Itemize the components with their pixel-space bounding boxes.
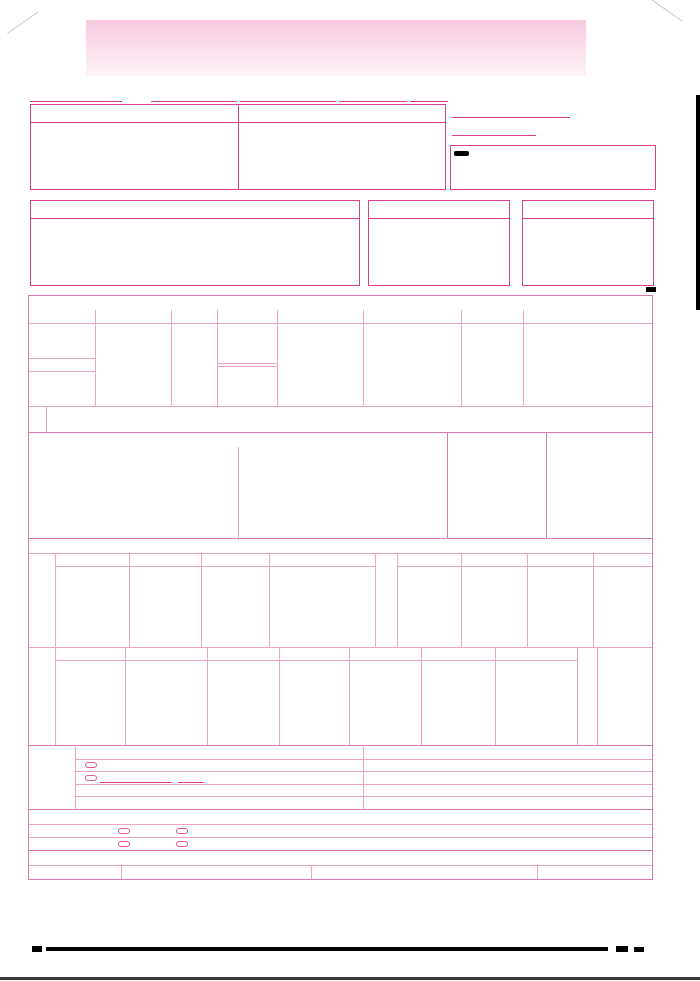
- poison-type-header: [363, 746, 652, 759]
- col-blood-type: [171, 310, 217, 406]
- gender-options: [29, 372, 95, 406]
- marriage-header: [278, 310, 363, 324]
- smoking-status-header: [398, 554, 461, 567]
- group-input-line[interactable]: [339, 91, 407, 102]
- drink-quit-age-header: [350, 648, 421, 661]
- col-drink-quit: [279, 648, 349, 745]
- drink-quit-age-options: [350, 661, 421, 745]
- col-exercise-duration: [129, 554, 201, 647]
- drug-allergy-options: [462, 324, 523, 406]
- section2-title: [29, 433, 447, 447]
- exercise-smoking-row: [29, 553, 652, 647]
- main-form: [28, 295, 653, 880]
- smoking-quit-age-header: [594, 554, 652, 567]
- section-family-genetic-disability: [29, 432, 652, 538]
- col-smoking-quit-age: [593, 554, 652, 647]
- nrcms-grid: [369, 219, 509, 285]
- exercise-frequency-options: [56, 567, 129, 647]
- exercise-duration-options: [130, 567, 201, 647]
- section-basic-info: [29, 296, 652, 432]
- exercise-duration-header: [130, 554, 201, 567]
- col-exercise-frequency: [55, 554, 129, 647]
- poison-row-poison: [363, 771, 652, 784]
- basic-info-table: [29, 310, 652, 406]
- nrcms-header: [369, 201, 509, 219]
- col-smoking-start-age: [527, 554, 593, 647]
- hospital-yes-checkbox[interactable]: [176, 828, 188, 834]
- corner-cut-mark-left: [7, 11, 39, 34]
- education-header: [364, 310, 461, 324]
- familybed-no-checkbox[interactable]: [118, 841, 130, 847]
- col-exercise-method: [269, 554, 375, 647]
- col-smoking-status: [397, 554, 461, 647]
- drug-allergy-header: [462, 310, 523, 324]
- exposure-empty-cell: [75, 746, 363, 759]
- head-name-input-line[interactable]: [452, 125, 536, 136]
- exposure-blank-1: [75, 784, 363, 797]
- section1-title: [29, 296, 652, 310]
- hbv-antigen-options: [218, 367, 277, 406]
- compliance-header: [537, 866, 652, 879]
- col-education: [363, 310, 461, 406]
- family-table-right: [238, 447, 447, 538]
- diet-habit-options: [598, 648, 652, 745]
- extra-sync-mark: [646, 287, 656, 292]
- id-card-omr-block: [30, 200, 360, 286]
- hospital-history-row: [29, 824, 652, 837]
- exercise-method-options-col1: [270, 567, 323, 647]
- self-phone-header: [31, 105, 238, 123]
- col-drink-daily: [207, 648, 279, 745]
- insurance-omr-block: [522, 200, 654, 286]
- poison-row-chemical: [363, 759, 652, 772]
- smoking-status-options: [398, 567, 461, 647]
- exposure-none-checkbox[interactable]: [85, 762, 97, 768]
- scan-edge-artifact-bottom: [0, 977, 700, 980]
- col-marriage: [277, 310, 363, 406]
- id-card-header: [31, 201, 359, 219]
- drug-name-header: [29, 866, 121, 879]
- smoking-daily-options: [462, 567, 527, 647]
- drunk-past-year-options: [496, 661, 577, 745]
- genetic-history-section: [447, 433, 546, 538]
- drinking-diet-row: [29, 647, 652, 745]
- blood-type-options: [172, 324, 217, 406]
- smoking-quit-age-options: [594, 567, 652, 647]
- section7-title: [29, 851, 652, 865]
- drink-daily-header: [208, 648, 279, 661]
- disability-section: [546, 433, 652, 538]
- medication-table-header: [29, 865, 652, 879]
- usage-header: [121, 866, 311, 879]
- town-input-line[interactable]: [151, 91, 237, 102]
- family-history-section: [29, 433, 447, 538]
- insurance-grid: [523, 219, 653, 285]
- resident-type-options: [29, 324, 95, 358]
- col-exercise-years: [201, 554, 269, 647]
- col-drunk-past-year: [495, 648, 577, 745]
- section5-title: [29, 539, 652, 553]
- smoking-vertical-label: [375, 554, 397, 647]
- section-medication: [29, 850, 652, 879]
- exercise-frequency-header: [56, 554, 129, 567]
- exposure-has-checkbox[interactable]: [85, 775, 97, 781]
- contact-block: [452, 106, 654, 142]
- drink-quit-header: [280, 648, 349, 661]
- family-history-tables: [29, 447, 447, 538]
- drinking-frequency-options: [56, 661, 125, 745]
- smoking-daily-header: [462, 554, 527, 567]
- col-payment: [523, 310, 652, 406]
- drunk-past-year-header: [496, 648, 577, 661]
- head-phone-grid: [239, 123, 446, 189]
- section6-title: [29, 810, 652, 824]
- col-smoking-daily: [461, 554, 527, 647]
- col-resident-type: [29, 310, 95, 406]
- drink-start-age-options: [422, 661, 495, 745]
- number-input-line[interactable]: [410, 91, 448, 102]
- poison-row-noise: [363, 796, 652, 809]
- col-drinking-frequency: [55, 648, 125, 745]
- nrcms-omr-block: [368, 200, 510, 286]
- ethnic-header: [96, 310, 171, 324]
- blood-type-header: [172, 310, 217, 324]
- section-hospitalization: [29, 809, 652, 850]
- work-unit-input-line[interactable]: [452, 107, 570, 118]
- drinking-frequency-header: [56, 648, 125, 661]
- corner-cut-mark-right: [651, 0, 683, 22]
- time-header: [311, 866, 537, 879]
- title-banner: [86, 20, 586, 76]
- section4-title: [547, 433, 652, 447]
- poison-row-radiation: [363, 784, 652, 797]
- education-options: [364, 324, 461, 406]
- head-phone-section: [238, 105, 446, 189]
- village-input-line[interactable]: [240, 91, 336, 102]
- occupation-options: [47, 407, 652, 432]
- scan-edge-artifact-right: [696, 95, 700, 310]
- payment-header: [524, 310, 652, 324]
- bottom-reg-bar: [46, 947, 608, 951]
- exposure-has-row: [75, 771, 363, 784]
- family-table-left: [29, 447, 238, 538]
- occupational-exposure-section: [29, 745, 652, 809]
- section3-title: [448, 433, 546, 447]
- col-drink-quit-age: [349, 648, 421, 745]
- name-line: [30, 87, 670, 102]
- exercise-method-options-col2: [323, 567, 376, 647]
- self-phone-grid: [31, 123, 238, 189]
- col-drug-allergy: [461, 310, 523, 406]
- marriage-options: [278, 324, 363, 406]
- occupation-row: [29, 406, 652, 432]
- gender-header: [29, 358, 95, 372]
- bottom-reg-square-left: [32, 946, 42, 952]
- disability-options-col1: [547, 447, 604, 538]
- drink-kind-header: [126, 648, 207, 661]
- hospital-no-checkbox[interactable]: [118, 828, 130, 834]
- exercise-vertical-label: [29, 554, 55, 647]
- exercise-years-options: [202, 567, 269, 647]
- rh-header: [218, 310, 277, 324]
- genetic-history-options: [448, 447, 546, 538]
- bottom-reg-square-right2: [634, 947, 644, 952]
- occupation-detail-line[interactable]: [100, 772, 172, 783]
- resident-type-header: [29, 310, 95, 324]
- exposure-label: [29, 746, 75, 809]
- rh-options: [218, 324, 277, 363]
- disability-options-col2: [604, 447, 652, 538]
- diet-vertical-label: [577, 648, 597, 745]
- drink-quit-options: [280, 661, 349, 745]
- drink-daily-options: [208, 661, 279, 745]
- occupation-label: [29, 407, 47, 432]
- familybed-yes-checkbox[interactable]: [176, 841, 188, 847]
- col-ethnic: [95, 310, 171, 406]
- family-bed-history-row: [29, 837, 652, 850]
- smoking-start-age-header: [528, 554, 593, 567]
- exercise-method-header: [270, 554, 375, 567]
- insurance-header: [523, 201, 653, 219]
- correct-mark-sample: [454, 151, 469, 156]
- col-diet-habits: [597, 648, 652, 745]
- drinking-vertical-label: [29, 648, 55, 745]
- smoking-start-age-options: [528, 567, 593, 647]
- col-rh: [217, 310, 277, 406]
- phone-omr-block: [30, 104, 446, 190]
- work-years-line[interactable]: [178, 772, 204, 783]
- drink-kind-options: [126, 661, 206, 745]
- ethnic-options: [96, 324, 171, 406]
- col-drink-start-age: [421, 648, 495, 745]
- self-phone-section: [31, 105, 238, 189]
- payment-options: [524, 324, 652, 406]
- fill-instructions-box: [450, 145, 656, 190]
- exposure-blank-2: [75, 796, 363, 809]
- drink-start-age-header: [422, 648, 495, 661]
- head-phone-header: [239, 105, 446, 123]
- exposure-none-row: [75, 759, 363, 772]
- name-input-line[interactable]: [30, 91, 122, 102]
- disability-columns: [547, 447, 652, 538]
- col-drink-kind: [125, 648, 207, 745]
- id-card-grid: [31, 219, 359, 285]
- exercise-years-header: [202, 554, 269, 567]
- instruction-line-3: [454, 148, 652, 159]
- section-lifestyle: [29, 538, 652, 745]
- bottom-reg-square-right1: [616, 946, 628, 952]
